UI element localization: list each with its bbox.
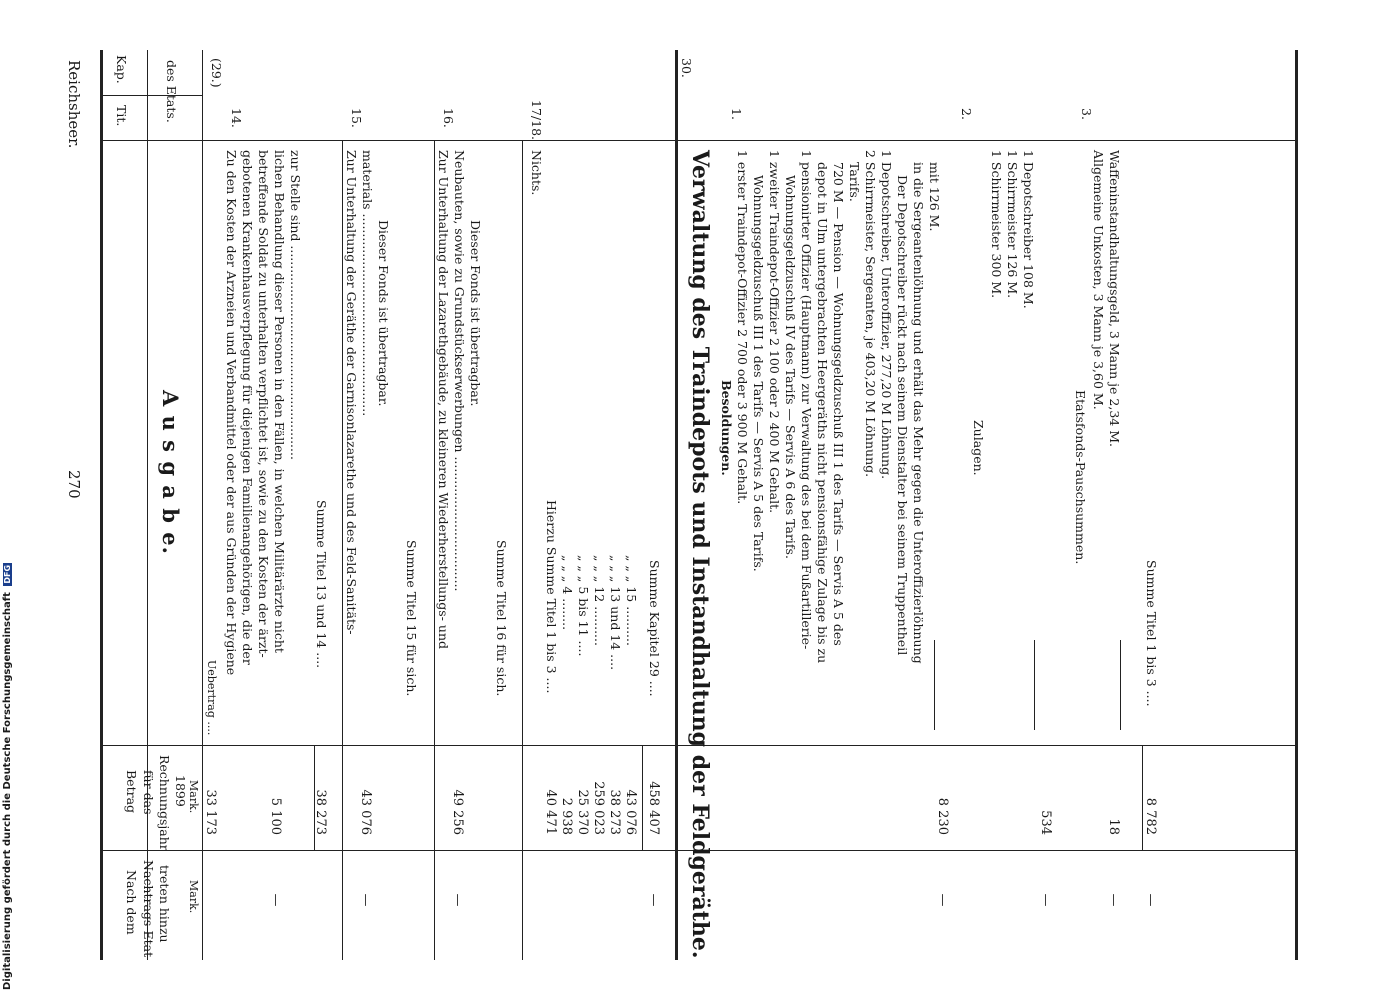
section-title: A u s g a b e. [158, 390, 183, 555]
table-top-rule [100, 50, 103, 960]
besoldungen-heading: Besoldungen. [719, 380, 734, 476]
col-rule-kap [103, 95, 203, 96]
s30-line12: in die Sergeantenlöhnung und erhält das Mehr gegen die Unteroffizierlöhnung [911, 162, 926, 664]
s30-zul-line3: 1 Depotschreiber 108 M. [1021, 150, 1036, 309]
row15-sum-label: Summe Titel 15 für sich. [404, 540, 419, 697]
tit3-amount: 18 [1106, 818, 1121, 835]
s30-line2: Wohnungsgeldzuschuß III 1 des Tarifs — Servis A 5 des Tarifs. [751, 175, 766, 572]
subtotal-label-3: „ „ „ 5 bis 11 .... [576, 555, 591, 657]
row16-line1: Zur Unterhaltung der Lazarethgebäude, zu kleineren Wiederherstellungs- und [436, 150, 451, 649]
row17-tit: 17/18. [529, 100, 544, 140]
tit2-nachtrag-dash: — [1038, 893, 1053, 907]
col-nachtrag-l3: treten hinzu [157, 865, 172, 943]
row16-sum-value: 49 256 [450, 789, 465, 835]
row14-sum-value: 38 273 [313, 789, 328, 835]
s30-line1: 1 erster Traindepot-Offizier 2 700 oder 3 900 M Gehalt. [735, 150, 750, 505]
col-nachtrag-l2: Nachtrags-Etat [141, 860, 156, 958]
col-tit: Tit. [114, 105, 129, 127]
row17-nachtrag-dash: — [646, 893, 661, 907]
row16-line3: Dieser Fonds ist übertragbar. [468, 220, 483, 407]
tit2-amount: 534 [1038, 810, 1053, 835]
subtotal-value-5: 38 273 [607, 789, 622, 835]
subtotal-value-2: 2 938 [559, 797, 574, 835]
s30-line10: 1 Depotschreiber, Unteroffizier, 277,20 M Löhnung. [879, 150, 894, 480]
s30-nachtrag-dash: — [1143, 893, 1158, 907]
table-bottom-rule [1295, 50, 1298, 960]
col-nachtrag-l1: Nach dem [124, 870, 139, 935]
row14-uebertrag-value: 33 173 [203, 789, 218, 835]
s30-line3: 1 zweiter Traindepot-Offizier 2 100 oder 2 400 M Gehalt. [767, 150, 782, 514]
tit3-nachtrag-dash: — [1106, 893, 1121, 907]
tit1-sum-rule [934, 640, 935, 730]
subtotal-label-6: „ „ „ 15 .......... [624, 555, 639, 646]
row14-uebertrag-label: Uebertrag .... [205, 660, 218, 736]
chapter29-sum-value: 458 407 [646, 781, 661, 835]
row15-line3: Dieser Fonds ist übertragbar. [376, 220, 391, 407]
col-etats: des Etats. [164, 60, 179, 123]
s30-zul-line2: 1 Schirrmeister 126 M. [1005, 150, 1020, 299]
zulagen-heading: Zulagen. [971, 420, 986, 476]
subtotal-value-3: 25 370 [575, 789, 590, 835]
row14-kap: (29.) [209, 58, 224, 88]
row16-nachtrag-dash: — [450, 893, 465, 907]
row14-bottom-rule [342, 140, 343, 960]
row14-tit: 14. [229, 108, 244, 128]
row14-line2: gebotenen Krankenhausverpflegung für diejenigen Familienangehörigen, die der [240, 150, 255, 665]
s30-line13: mit 126 M. [927, 162, 942, 232]
running-head: Reichsheer. [65, 60, 83, 149]
s30-zul-line1: 1 Schirrmeister 300 M. [989, 150, 1004, 299]
tit1: 1. [729, 108, 744, 120]
row16-line2: Neubauten, sowie zu Grundstückserwerbungen .................................. [452, 150, 467, 592]
s30-line9: 2 Schirrmeister, Sergeanten, je 403,20 M Löhnung. [863, 150, 878, 478]
dfg-logo: DFG [3, 564, 12, 584]
col-amount-1899-l2: für das [141, 770, 156, 815]
subtotal-label-5: „ „ „ 13 und 14 .... [608, 555, 623, 671]
row14-line3: betreffende Soldat zu unterhalten verpflichtet ist, sowie zu den Kosten der ärzt- [256, 150, 271, 658]
row14-line4: lichen Behandlung dieser Personen in den Fällen, in welchen Militärärzte nicht [272, 150, 287, 653]
pausch-heading: Etatsfonds-Pauschsummen. [1073, 390, 1088, 565]
s30-p-line2: Waffeninstandhaltungsgeld, 3 Mann je 2,34 M. [1107, 150, 1122, 447]
chapter-sum-rule [642, 745, 643, 850]
col-amount-1899-l4: 1899 [173, 775, 188, 807]
tit3-sum-rule [1120, 640, 1121, 730]
s30-sum-label: Summe Titel 1 bis 3 .... [1144, 560, 1159, 707]
row14-amount: 5 100 [268, 797, 283, 835]
row15-line2: materials ................................................... [360, 150, 375, 417]
subtotal-label-2: „ „ „ 4 ........ [560, 555, 575, 631]
s30-line11: Der Depotschreiber rückt nach seinem Dienstalter bei seinem Truppentheil [895, 175, 910, 656]
tit1-amount: 8 230 [935, 797, 950, 835]
unit-mark-1: Mark. [187, 780, 200, 814]
s30-line4: Wohnungsgeldzuschuß IV des Tarifs — Servis A 6 des Tarifs. [783, 175, 798, 559]
row17-line1: Nichts. [529, 150, 544, 196]
s30-line8: Tarifs. [847, 162, 862, 202]
section30-heading: Verwaltung des Traindepots und Instandhaltung der Feldgeräthe. [687, 150, 713, 959]
subtotal-value-6: 43 076 [623, 789, 638, 835]
row14-line1: Zu den Kosten der Arzneien und Verbandmittel oder der aus Gründen der Hygiene [224, 150, 239, 676]
row16-sum-label: Summe Titel 16 für sich. [494, 540, 509, 697]
credit-text: Digitalisierung gefördert durch die Deutsche Forschungsgemeinschaft [2, 592, 13, 990]
page-number: 270 [65, 470, 83, 499]
row14-line5: zur Stelle sind ...................................................... [288, 150, 303, 460]
row16-tit: 16. [441, 108, 456, 128]
row15-nachtrag-dash: — [358, 893, 373, 907]
s30-p-line1: Allgemeine Unkosten, 3 Mann je 3,60 M. [1091, 150, 1106, 410]
row14-nachtrag-dash: — [268, 893, 283, 907]
header-rule [147, 50, 148, 960]
kap30: 30. [679, 58, 694, 78]
tit2: 2. [959, 108, 974, 120]
unit-mark-2: Mark. [187, 880, 200, 914]
row15-tit: 15. [349, 108, 364, 128]
s30-line7: 720 M — Pension — Wohnungsgeldzuschuß III 1 des Tarifs — Servis A 5 des [831, 162, 846, 646]
chapter29-sum-label: Summe Kapitel 29 .... [647, 560, 662, 697]
row15-line1: Zur Unterhaltung der Geräthe der Garnisonlazarethe und des Feld-Sanitäts- [344, 150, 359, 635]
subtotal-label-1: Hierzu Summe Titel 1 bis 3 .... [544, 500, 559, 694]
col-amount-1899-l3: Rechnungsjahr [157, 755, 172, 851]
s30-sum-value: 8 782 [1143, 797, 1158, 835]
chapter29-bottom-rule [675, 50, 678, 960]
s30-line5: 1 pensionirter Offizier (Hauptmann) zur Verwaltung des bei dem Fußartillerie- [799, 150, 814, 650]
row15-sum-value: 43 076 [358, 789, 373, 835]
row15-bottom-rule [434, 140, 435, 960]
row16-bottom-rule [522, 140, 523, 960]
subtotal-value-1: 40 471 [543, 789, 558, 835]
col-rule-tit [103, 140, 1298, 141]
row14-sum-label: Summe Titel 13 und 14 .... [314, 500, 329, 669]
subtotal-label-4: „ „ „ 12 .......... [592, 555, 607, 646]
s30-line6: depot in Ulm untergebrachten Heergeräths nicht pensionsfähige Zulage bis zu [815, 162, 830, 664]
col-kap: Kap. [114, 55, 129, 84]
tit3: 3. [1079, 108, 1094, 120]
tit2-sum-rule [1034, 640, 1035, 730]
tit1-nachtrag-dash: — [935, 893, 950, 907]
subtotal-value-4: 259 023 [591, 781, 606, 835]
col-amount-1899: Betrag [124, 770, 139, 814]
